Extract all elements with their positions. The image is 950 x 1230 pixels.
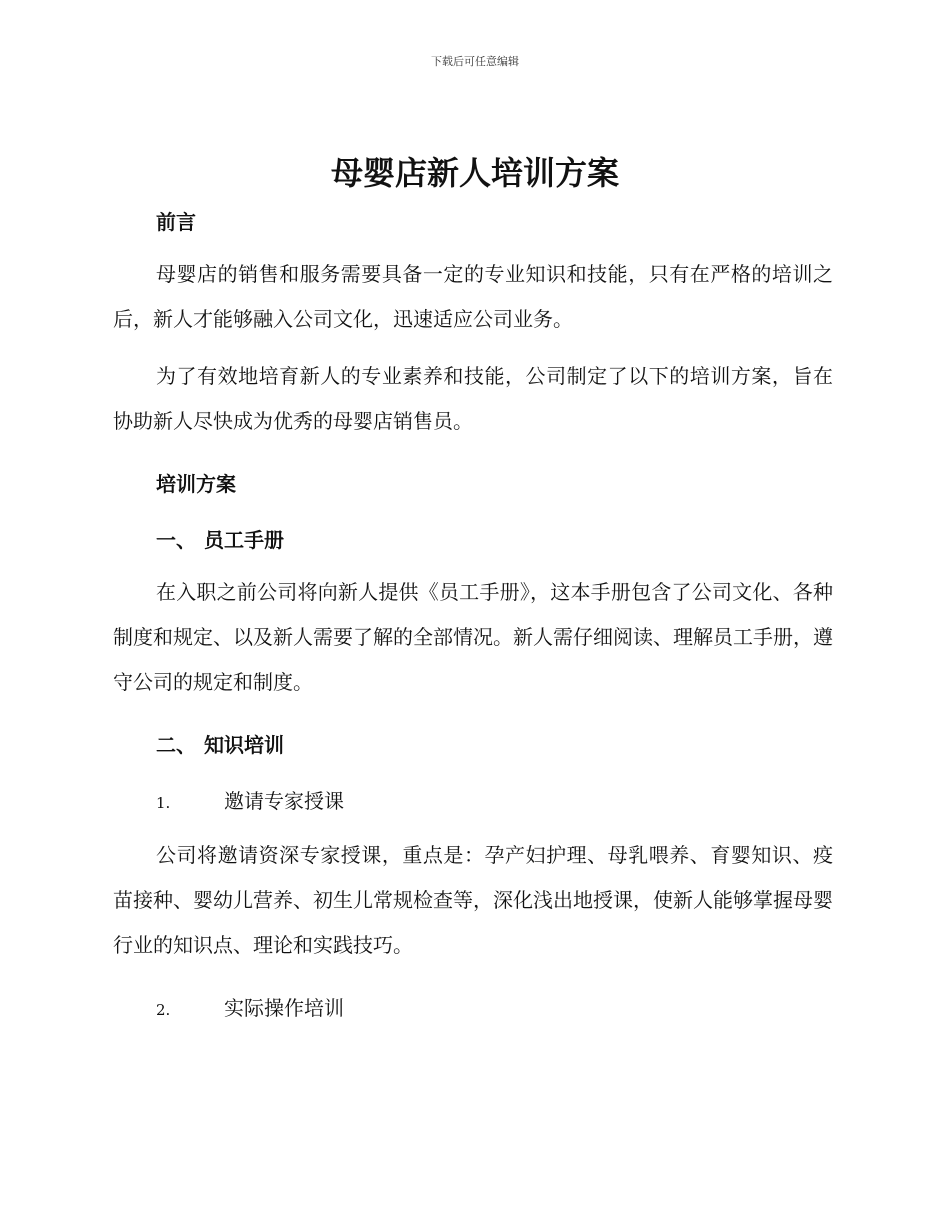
document-title: 母婴店新人培训方案 bbox=[330, 154, 619, 192]
section-1-title: 员工手册 bbox=[204, 528, 284, 552]
preface-paragraph-1: 母婴店的销售和服务需要具备一定的专业知识和技能，只有在严格的培训之后，新人才能够融入公司文化，迅速适应公司业务。 bbox=[113, 262, 833, 331]
list-item-1-paragraph: 公司将邀请资深专家授课，重点是：孕产妇护理、母乳喂养、育婴知识、疫苗接种、婴幼儿营养、初生儿常规检查等，深化浅出地授课，使新人能够掌握母婴行业的知识点、理论和实践技巧。 bbox=[113, 843, 833, 957]
document-body bbox=[113, 204, 833, 1028]
section-1-number: 一、 bbox=[156, 528, 196, 552]
plan-heading: 培训方案 bbox=[156, 472, 236, 496]
section-2-heading bbox=[113, 727, 833, 763]
list-item-2-number: 2. bbox=[156, 1001, 171, 1019]
section-2-number: 二、 bbox=[156, 733, 196, 757]
list-item-2-text: 实际操作培训 bbox=[224, 996, 344, 1020]
list-item-1-number: 1. bbox=[156, 794, 171, 812]
list-item-1 bbox=[113, 783, 833, 821]
section-1-heading bbox=[113, 522, 833, 558]
list-item-2 bbox=[113, 990, 833, 1028]
section-2-title: 知识培训 bbox=[204, 733, 284, 757]
preface-heading: 前言 bbox=[156, 210, 196, 234]
preface-paragraph-2: 为了有效地培育新人的专业素养和技能，公司制定了以下的培训方案，旨在协助新人尽快成为优秀的母婴店销售员。 bbox=[113, 364, 833, 433]
section-1-paragraph: 在入职之前公司将向新人提供《员工手册》，这本手册包含了公司文化、各种制度和规定、以及新人需要了解的全部情况。新人需仔细阅读、理解员工手册，遵守公司的规定和制度。 bbox=[113, 580, 833, 694]
header-note: 下载后可任意编辑 bbox=[431, 55, 519, 68]
list-item-1-text: 邀请专家授课 bbox=[224, 789, 344, 813]
